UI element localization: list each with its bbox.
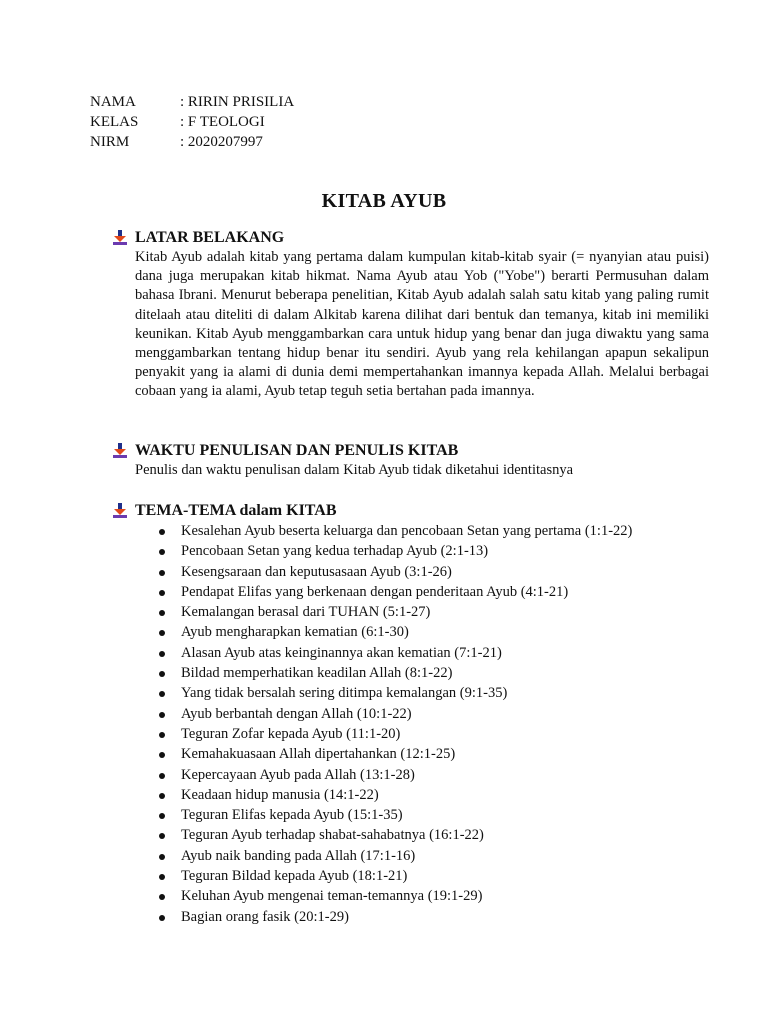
identity-row-name xyxy=(90,92,294,112)
student-identity xyxy=(90,92,294,152)
list-item xyxy=(157,643,709,663)
list-item xyxy=(157,704,709,724)
list-item xyxy=(157,846,709,866)
section-heading-text: TEMA-TEMA dalam KITAB xyxy=(135,502,337,519)
list-item-text: Kesalehan Ayub beserta keluarga dan pencobaan Setan yang pertama (1:1-22) xyxy=(181,523,633,539)
section-paragraph: Penulis dan waktu penulisan dalam Kitab Ayub tidak diketahui identitasnya xyxy=(135,462,574,478)
list-item-text: Keadaan hidup manusia (14:1-22) xyxy=(181,786,379,803)
bullet-dot-icon xyxy=(157,744,181,764)
bullet-dot-icon xyxy=(157,541,181,561)
bullet-dot-icon xyxy=(157,805,181,825)
bullet-dot-icon xyxy=(157,582,181,602)
identity-row-nirm xyxy=(90,132,294,152)
list-item-text: Ayub mengharapkan kematian (6:1-30) xyxy=(181,624,409,641)
list-item xyxy=(157,907,709,927)
list-item xyxy=(157,805,709,825)
list-item-text: Bagian orang fasik (20:1-29) xyxy=(181,908,349,925)
identity-value: : F TEOLOGI xyxy=(180,114,265,130)
bullet-dot-icon xyxy=(157,562,181,582)
identity-value: : 2020207997 xyxy=(180,134,263,150)
bullet-dot-icon xyxy=(157,724,181,744)
identity-label: NAMA xyxy=(90,94,136,110)
list-item-text: Kesengsaraan dan keputusasaan Ayub (3:1-26) xyxy=(181,563,452,580)
identity-label: NIRM xyxy=(90,134,130,150)
bullet-dot-icon xyxy=(157,663,181,683)
bullet-dot-icon xyxy=(157,886,181,906)
list-item xyxy=(157,622,709,642)
section-paragraph: Kitab Ayub adalah kitab yang pertama dalam kumpulan kitab-kitab syair (= nyanyian atau puisi) dana juga merupakan kitab hikmat. Nama Ayub atau Yob ("Yobe") berarti Permusuhan dalam bahasa Ibrani. Menurut beberapa penelitian, Kitab Ayub adalah salah satu kitab yang paling rumit ditelaah atau diteliti di dalam Alkitab karena dilihat dari bentuk dan temanya, kitab ini memiliki keunikan. Kitab Ayub menggambarkan cara untuk hidup yang benar dan juga diwaktu yang sama menggambarkan tentang hidup benar itu sendiri. Ayub yang rela kehilangan apapun sekalipun penyakit yang ia alami di dunia demi mempertahankan imannya kepada Allah. Melalui berbagai cobaan yang ia alami, Ayub tetap teguh setia bertahan pada imannya. xyxy=(135,249,709,400)
bullet-dot-icon xyxy=(157,622,181,642)
identity-row-class xyxy=(90,112,294,132)
section-tema-tema xyxy=(113,501,709,927)
list-item-text: Pencobaan Setan yang kedua terhadap Ayub (2:1-13) xyxy=(181,543,489,560)
list-item xyxy=(157,744,709,764)
bullet-dot-icon xyxy=(157,825,181,845)
list-item xyxy=(157,663,709,683)
section-heading-text: LATAR BELAKANG xyxy=(135,229,285,246)
list-item-text: Yang tidak bersalah sering ditimpa kemalangan (9:1-35) xyxy=(181,685,508,702)
bullet-dot-icon xyxy=(157,785,181,805)
list-item xyxy=(157,724,709,744)
bullet-dot-icon xyxy=(157,521,181,541)
list-item-text: Kemahakuasaan Allah dipertahankan (12:1-25) xyxy=(181,746,456,763)
arrow-down-bullet-icon xyxy=(113,503,127,519)
list-item-text: Alasan Ayub atas keinginannya akan kematian (7:1-21) xyxy=(181,644,502,661)
list-item xyxy=(157,785,709,805)
bullet-dot-icon xyxy=(157,907,181,927)
list-item xyxy=(157,765,709,785)
list-item xyxy=(157,562,709,582)
bullet-dot-icon xyxy=(157,846,181,866)
list-item xyxy=(157,825,709,845)
list-item xyxy=(157,886,709,906)
bullet-dot-icon xyxy=(157,683,181,703)
arrow-down-bullet-icon xyxy=(113,443,127,459)
section-heading xyxy=(113,501,709,521)
list-item-text: Keluhan Ayub mengenai teman-temannya (19:1-29) xyxy=(181,888,483,905)
list-item-text: Pendapat Elifas yang berkenaan dengan penderitaan Ayub (4:1-21) xyxy=(181,583,569,600)
list-item xyxy=(157,582,709,602)
bullet-dot-icon xyxy=(157,765,181,785)
document-title: KITAB AYUB xyxy=(321,190,447,212)
bullet-dot-icon xyxy=(157,704,181,724)
bullet-dot-icon xyxy=(157,866,181,886)
identity-label: KELAS xyxy=(90,114,139,130)
identity-value: : RIRIN PRISILIA xyxy=(180,94,295,110)
section-waktu-penulisan xyxy=(113,441,709,480)
list-item xyxy=(157,541,709,561)
list-item xyxy=(157,602,709,622)
themes-list xyxy=(157,521,709,927)
list-item-text: Kemalangan berasal dari TUHAN (5:1-27) xyxy=(181,604,431,621)
list-item-text: Teguran Elifas kepada Ayub (15:1-35) xyxy=(181,807,403,824)
list-item-text: Ayub naik banding pada Allah (17:1-16) xyxy=(181,847,416,864)
bullet-dot-icon xyxy=(157,643,181,663)
bullet-dot-icon xyxy=(157,602,181,622)
arrow-down-bullet-icon xyxy=(113,230,127,246)
list-item-text: Kepercayaan Ayub pada Allah (13:1-28) xyxy=(181,766,415,783)
section-heading xyxy=(113,441,709,461)
list-item xyxy=(157,866,709,886)
list-item xyxy=(157,683,709,703)
section-heading-text: WAKTU PENULISAN DAN PENULIS KITAB xyxy=(135,442,459,459)
list-item xyxy=(157,521,709,541)
section-heading xyxy=(113,228,709,248)
list-item-text: Teguran Ayub terhadap shabat-sahabatnya (16:1-22) xyxy=(181,827,484,844)
list-item-text: Teguran Zofar kepada Ayub (11:1-20) xyxy=(181,725,401,742)
section-latar-belakang xyxy=(113,228,709,402)
list-item-text: Teguran Bildad kepada Ayub (18:1-21) xyxy=(181,868,408,885)
list-item-text: Bildad memperhatikan keadilan Allah (8:1-22) xyxy=(181,665,453,682)
list-item-text: Ayub berbantah dengan Allah (10:1-22) xyxy=(181,705,412,722)
